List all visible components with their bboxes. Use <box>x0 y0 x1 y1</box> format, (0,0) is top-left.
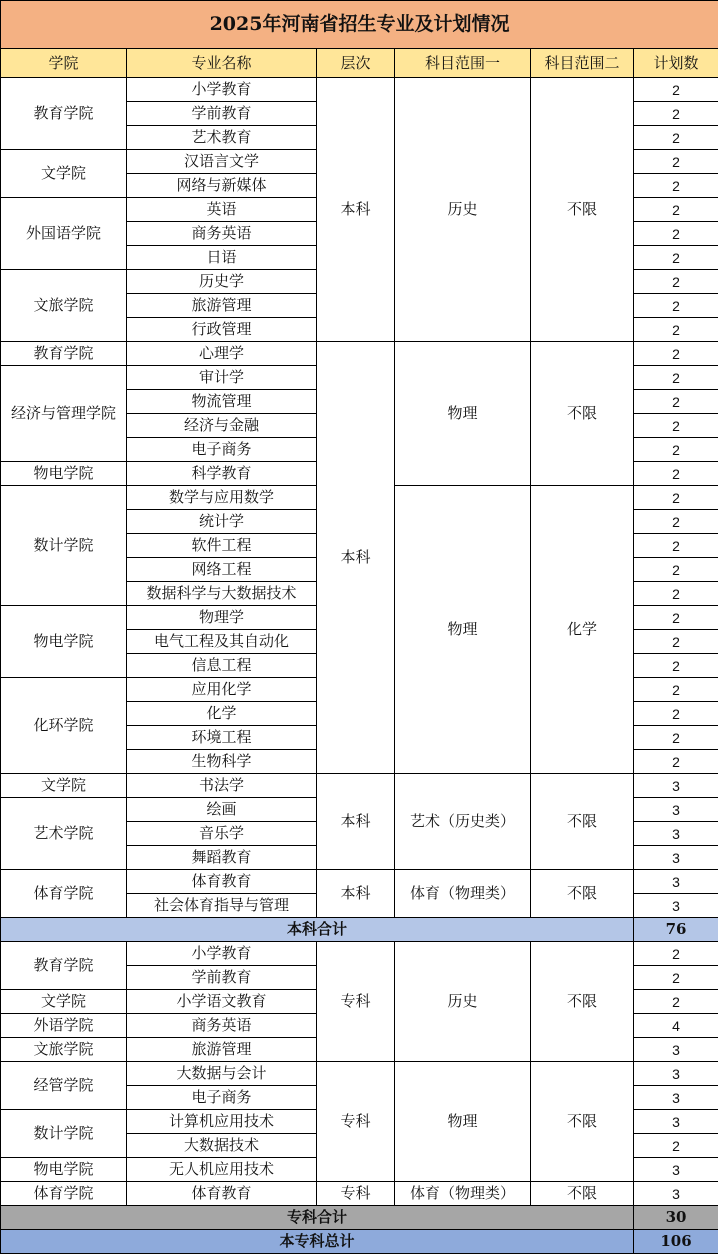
subject1-cell: 体育（物理类） <box>395 870 531 918</box>
major-cell: 社会体育指导与管理 <box>127 894 317 918</box>
plan-cell: 2 <box>634 606 718 630</box>
major-cell: 大数据与会计 <box>127 1062 317 1086</box>
sheet-title: 2025年河南省招生专业及计划情况 <box>1 1 718 49</box>
level-cell: 专科 <box>317 942 395 1062</box>
college-cell: 经管学院 <box>1 1062 127 1110</box>
level-cell: 专科 <box>317 1182 395 1206</box>
subject1-cell: 物理 <box>395 1062 531 1182</box>
major-cell: 网络与新媒体 <box>127 174 317 198</box>
major-cell: 体育教育 <box>127 870 317 894</box>
table-row <box>1 342 718 366</box>
plan-cell: 2 <box>634 582 718 606</box>
college-cell: 文学院 <box>1 150 127 198</box>
major-cell: 生物科学 <box>127 750 317 774</box>
grand-total-value: 106 <box>634 1230 718 1254</box>
header-plan: 计划数 <box>634 49 718 78</box>
subject2-cell: 不限 <box>531 1182 634 1206</box>
plan-cell: 2 <box>634 294 718 318</box>
subject1-cell: 体育（物理类） <box>395 1182 531 1206</box>
major-cell: 应用化学 <box>127 678 317 702</box>
major-cell: 小学教育 <box>127 78 317 102</box>
junior-section <box>1 942 718 1206</box>
header-subject2: 科目范围二 <box>531 49 634 78</box>
major-cell: 计算机应用技术 <box>127 1110 317 1134</box>
major-cell: 旅游管理 <box>127 1038 317 1062</box>
major-cell: 软件工程 <box>127 534 317 558</box>
table-row <box>1 1062 718 1086</box>
junior-total-label: 专科合计 <box>1 1206 634 1230</box>
header-major: 专业名称 <box>127 49 317 78</box>
major-cell: 行政管理 <box>127 318 317 342</box>
header-level: 层次 <box>317 49 395 78</box>
subject1-cell: 物理 <box>395 342 531 486</box>
major-cell: 网络工程 <box>127 558 317 582</box>
plan-cell: 3 <box>634 822 718 846</box>
plan-cell: 3 <box>634 1038 718 1062</box>
subject2-cell: 不限 <box>531 78 634 342</box>
college-cell: 文学院 <box>1 774 127 798</box>
plan-cell: 2 <box>634 630 718 654</box>
plan-cell: 3 <box>634 774 718 798</box>
header-row <box>1 49 718 78</box>
plan-cell: 2 <box>634 246 718 270</box>
plan-cell: 2 <box>634 414 718 438</box>
plan-cell: 2 <box>634 126 718 150</box>
major-cell: 小学教育 <box>127 942 317 966</box>
college-cell: 教育学院 <box>1 942 127 990</box>
plan-cell: 2 <box>634 78 718 102</box>
college-cell: 教育学院 <box>1 78 127 150</box>
table-row <box>1 78 718 102</box>
college-cell: 文学院 <box>1 990 127 1014</box>
college-cell: 物电学院 <box>1 606 127 678</box>
plan-cell: 2 <box>634 966 718 990</box>
table-row <box>1 1182 718 1206</box>
plan-cell: 3 <box>634 1086 718 1110</box>
plan-cell: 2 <box>634 102 718 126</box>
plan-cell: 2 <box>634 270 718 294</box>
plan-cell: 3 <box>634 1182 718 1206</box>
plan-cell: 4 <box>634 1014 718 1038</box>
college-cell: 艺术学院 <box>1 798 127 870</box>
plan-cell: 2 <box>634 702 718 726</box>
undergrad-section <box>1 78 718 918</box>
subject2-cell: 不限 <box>531 774 634 870</box>
college-cell: 外国语学院 <box>1 198 127 270</box>
major-cell: 电子商务 <box>127 1086 317 1110</box>
major-cell: 物理学 <box>127 606 317 630</box>
major-cell: 数学与应用数学 <box>127 486 317 510</box>
major-cell: 学前教育 <box>127 966 317 990</box>
table-row <box>1 870 718 894</box>
college-cell: 经济与管理学院 <box>1 366 127 462</box>
plan-cell: 2 <box>634 342 718 366</box>
grand-total-label: 本专科总计 <box>1 1230 634 1254</box>
header-college: 学院 <box>1 49 127 78</box>
plan-cell: 2 <box>634 462 718 486</box>
plan-cell: 2 <box>634 654 718 678</box>
college-cell: 体育学院 <box>1 1182 127 1206</box>
plan-cell: 2 <box>634 198 718 222</box>
major-cell: 艺术教育 <box>127 126 317 150</box>
college-cell: 教育学院 <box>1 342 127 366</box>
college-cell: 数计学院 <box>1 486 127 606</box>
major-cell: 体育教育 <box>127 1182 317 1206</box>
major-cell: 小学语文教育 <box>127 990 317 1014</box>
major-cell: 舞蹈教育 <box>127 846 317 870</box>
major-cell: 数据科学与大数据技术 <box>127 582 317 606</box>
subject1-cell: 艺术（历史类） <box>395 774 531 870</box>
subject1-cell: 物理 <box>395 486 531 774</box>
major-cell: 绘画 <box>127 798 317 822</box>
plan-cell: 3 <box>634 1062 718 1086</box>
plan-cell: 3 <box>634 1110 718 1134</box>
major-cell: 电气工程及其自动化 <box>127 630 317 654</box>
plan-cell: 2 <box>634 390 718 414</box>
subject2-cell: 不限 <box>531 870 634 918</box>
major-cell: 日语 <box>127 246 317 270</box>
college-cell: 文旅学院 <box>1 1038 127 1062</box>
major-cell: 旅游管理 <box>127 294 317 318</box>
college-cell: 外语学院 <box>1 1014 127 1038</box>
major-cell: 汉语言文学 <box>127 150 317 174</box>
plan-cell: 2 <box>634 750 718 774</box>
major-cell: 电子商务 <box>127 438 317 462</box>
junior-total-row <box>1 1206 718 1230</box>
subject2-cell: 不限 <box>531 942 634 1062</box>
major-cell: 物流管理 <box>127 390 317 414</box>
undergrad-total-label: 本科合计 <box>1 918 634 942</box>
major-cell: 无人机应用技术 <box>127 1158 317 1182</box>
major-cell: 化学 <box>127 702 317 726</box>
table-row <box>1 942 718 966</box>
plan-cell: 2 <box>634 510 718 534</box>
major-cell: 商务英语 <box>127 1014 317 1038</box>
subject2-cell: 不限 <box>531 1062 634 1182</box>
plan-cell: 2 <box>634 174 718 198</box>
plan-cell: 3 <box>634 1158 718 1182</box>
major-cell: 经济与金融 <box>127 414 317 438</box>
major-cell: 大数据技术 <box>127 1134 317 1158</box>
level-cell: 专科 <box>317 1062 395 1182</box>
subject1-cell: 历史 <box>395 78 531 342</box>
plan-cell: 2 <box>634 438 718 462</box>
plan-cell: 3 <box>634 798 718 822</box>
plan-cell: 2 <box>634 366 718 390</box>
plan-cell: 2 <box>634 1134 718 1158</box>
level-cell: 本科 <box>317 870 395 918</box>
major-cell: 书法学 <box>127 774 317 798</box>
level-cell: 本科 <box>317 342 395 774</box>
subject2-cell: 不限 <box>531 342 634 486</box>
plan-cell: 3 <box>634 846 718 870</box>
plan-cell: 2 <box>634 678 718 702</box>
subject2-cell: 化学 <box>531 486 634 774</box>
header-subject1: 科目范围一 <box>395 49 531 78</box>
subject1-cell: 历史 <box>395 942 531 1062</box>
major-cell: 环境工程 <box>127 726 317 750</box>
major-cell: 历史学 <box>127 270 317 294</box>
major-cell: 商务英语 <box>127 222 317 246</box>
college-cell: 化环学院 <box>1 678 127 774</box>
major-cell: 科学教育 <box>127 462 317 486</box>
plan-cell: 2 <box>634 942 718 966</box>
plan-cell: 2 <box>634 318 718 342</box>
undergrad-total-value: 76 <box>634 918 718 942</box>
college-cell: 物电学院 <box>1 1158 127 1182</box>
plan-cell: 2 <box>634 990 718 1014</box>
junior-total-value: 30 <box>634 1206 718 1230</box>
college-cell: 数计学院 <box>1 1110 127 1158</box>
major-cell: 审计学 <box>127 366 317 390</box>
plan-cell: 2 <box>634 534 718 558</box>
grand-total-row <box>1 1230 718 1254</box>
plan-cell: 2 <box>634 150 718 174</box>
plan-cell: 3 <box>634 870 718 894</box>
college-cell: 文旅学院 <box>1 270 127 342</box>
plan-cell: 2 <box>634 558 718 582</box>
level-cell: 本科 <box>317 774 395 870</box>
plan-cell: 2 <box>634 726 718 750</box>
major-cell: 统计学 <box>127 510 317 534</box>
major-cell: 英语 <box>127 198 317 222</box>
undergrad-total-row <box>1 918 718 942</box>
major-cell: 学前教育 <box>127 102 317 126</box>
plan-cell: 3 <box>634 894 718 918</box>
college-cell: 体育学院 <box>1 870 127 918</box>
plan-cell: 2 <box>634 486 718 510</box>
plan-cell: 2 <box>634 222 718 246</box>
college-cell: 物电学院 <box>1 462 127 486</box>
level-cell: 本科 <box>317 78 395 342</box>
major-cell: 音乐学 <box>127 822 317 846</box>
table-row <box>1 774 718 798</box>
major-cell: 心理学 <box>127 342 317 366</box>
major-cell: 信息工程 <box>127 654 317 678</box>
